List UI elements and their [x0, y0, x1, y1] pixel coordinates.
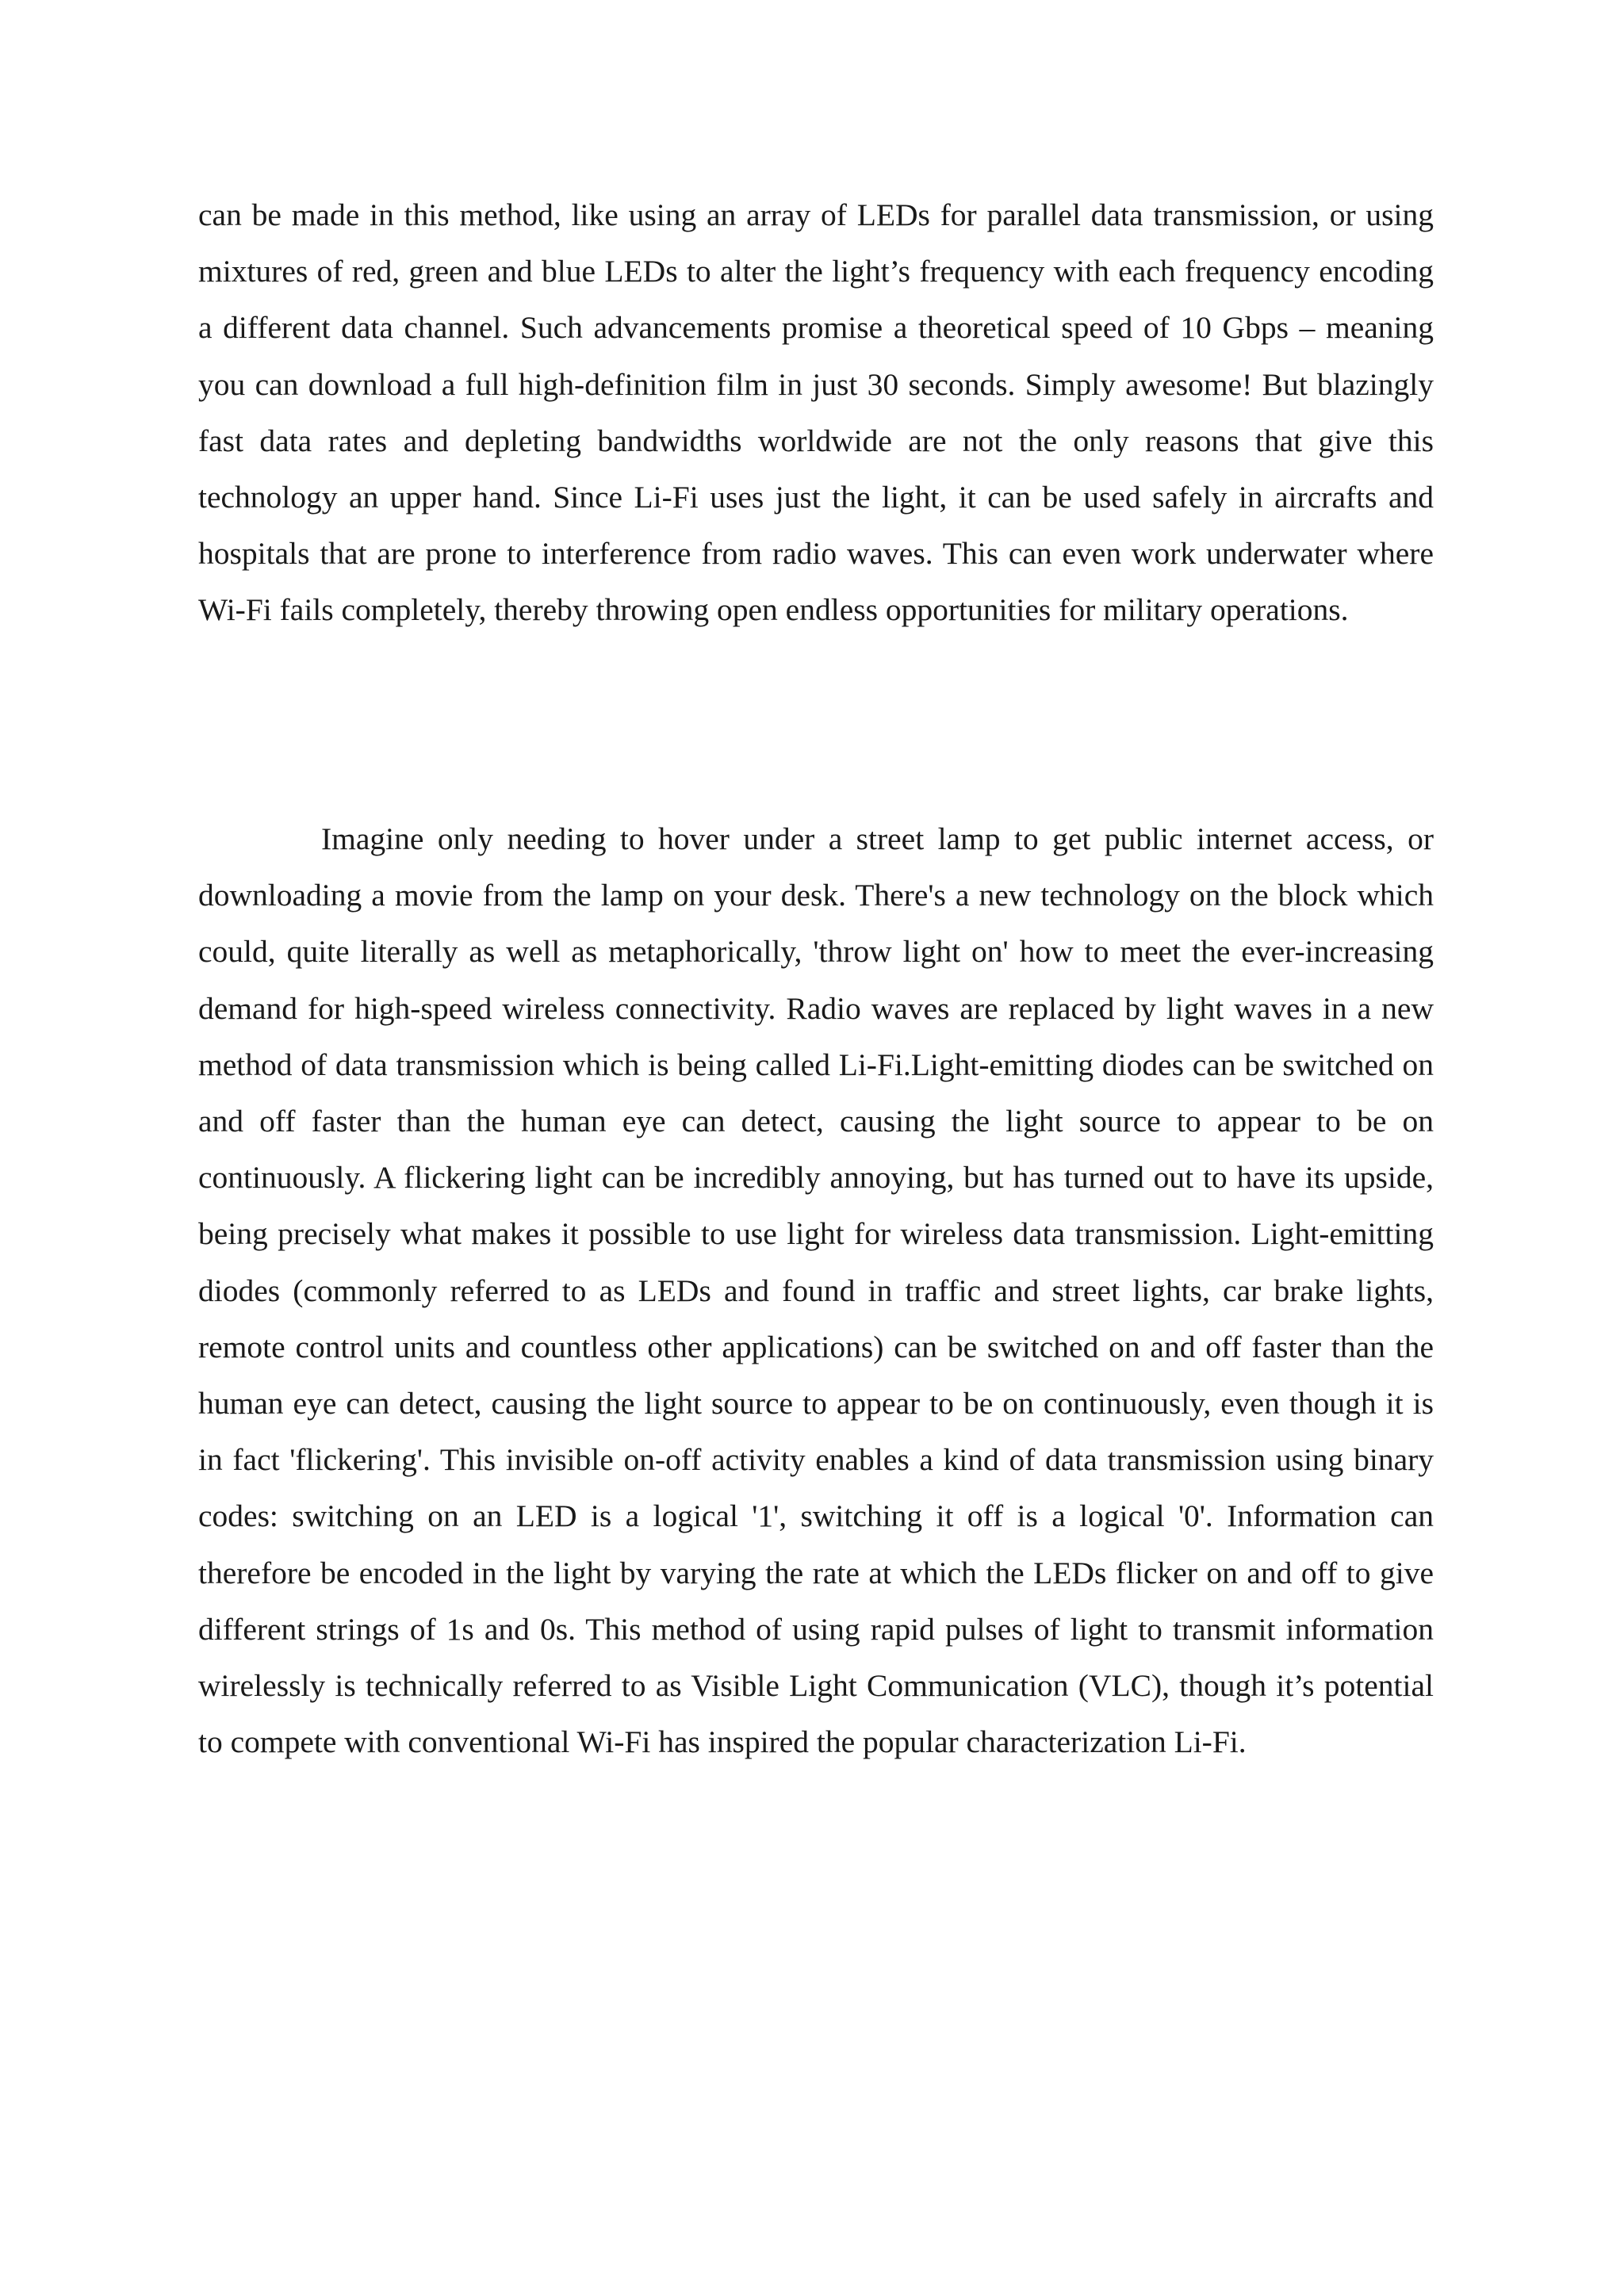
- body-paragraph-1: can be made in this method, like using an array of LEDs for parallel data transmission, or using mixtures of red, green and blue LEDs to alter the light’s frequency with each frequency encoding a different data channel. Such advancements promise a theoretical speed of 10 Gbps – meaning you can download a full high-definition film in just 30 seconds. Simply awesome! But blazingly fast data rates and depleting bandwidths worldwide are not the only reasons that give this technology an upper hand. Since Li-Fi uses just the light, it can be used safely in aircrafts and hospitals that are prone to interference from radio waves. This can even work underwater where Wi-Fi fails completely, thereby throwing open endless opportunities for military operations.: [198, 197, 1434, 628]
- body-paragraph-2: Imagine only needing to hover under a street lamp to get public internet access, or downloading a movie from the lamp on your desk. There's a new technology on the block which could, quite literally as well as metaphorically, 'throw light on' how to meet the ever-increasing demand for high-speed wireless connectivity. Radio waves are replaced by light waves in a new method of data transmission which is being called Li-Fi.Light-emitting diodes can be switched on and off faster than the human eye can detect, causing the light source to appear to be on continuously. A flickering light can be incredibly annoying, but has turned out to have its upside, being precisely what makes it possible to use light for wireless data transmission. Light-emitting diodes (commonly referred to as LEDs and found in traffic and street lights, car brake lights, remote control units and countless other applications) can be switched on and off faster than the human eye can detect, causing the light source to appear to be on continuously, even though it is in fact 'flickering'. This invisible on-off activity enables a kind of data transmission using binary codes: switching on an LED is a logical '1', switching it off is a logical '0'. Information can therefore be encoded in the light by varying the rate at which the LEDs flicker on and off to give different strings of 1s and 0s. This method of using rapid pulses of light to transmit information wirelessly is technically referred to as Visible Light Communication (VLC), though it’s potential to compete with conventional Wi-Fi has inspired the popular characterization Li-Fi.: [198, 821, 1434, 1760]
